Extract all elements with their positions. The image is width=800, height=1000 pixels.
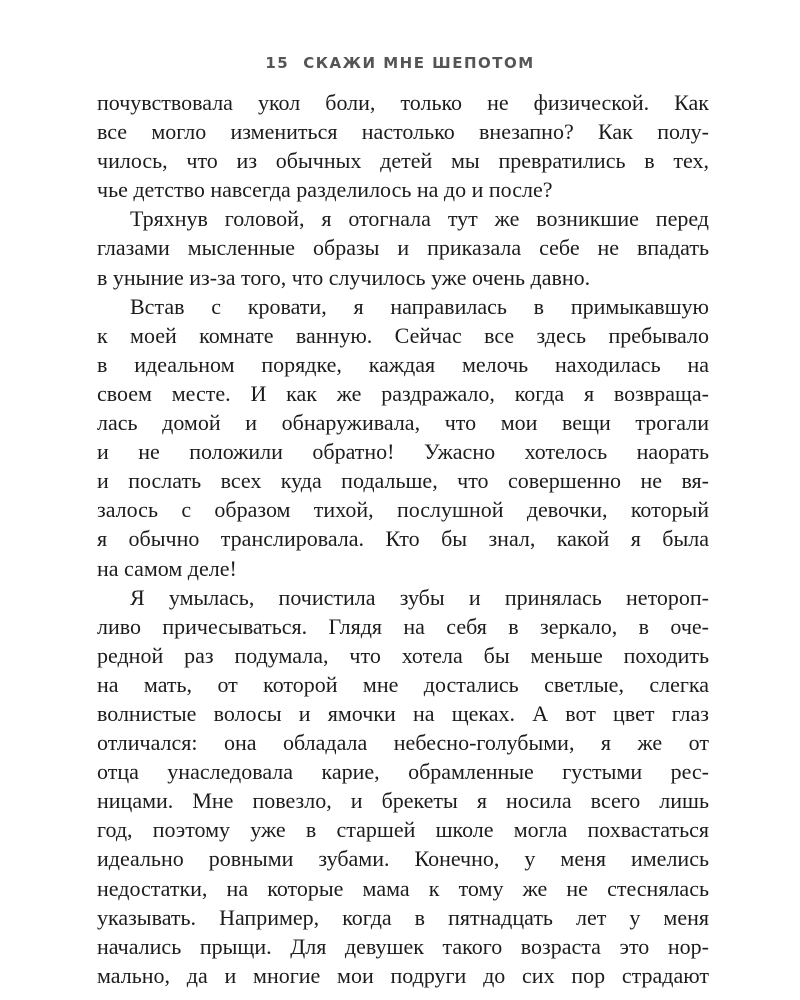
text-line: своем месте. И как же раздражало, когда я возвраща- [97,380,709,406]
text-line: лась домой и обнаруживала, что мои вещи трогали [97,410,709,436]
text-line: почувствовала укол боли, только не физической. Как [97,90,709,115]
text-line: волнистые волосы и ямочки на щеках. А вот цвет глаз [97,700,709,726]
page-number: 15 [265,54,290,72]
paragraph-last-line: в уныние из-за того, что случилось уже очень давно. [97,264,591,290]
paragraph-last-line: чье детство навсегда разделилось на до и после? [97,177,553,203]
text-line: глазами мысленные образы и приказала себе не впадать [97,235,709,261]
text-line: и не положили обратно! Ужасно хотелось наорать [97,439,709,465]
text-line: отца унаследовала карие, обрамленные густыми рес- [97,759,709,785]
text-line: идеально ровными зубами. Конечно, у меня имелись [97,846,709,872]
text-line: чилось, что из обычных детей мы превратились в тех, [97,148,709,174]
text-line: ницами. Мне повезло, и брекеты я носила всего лишь [97,788,709,814]
paragraph-last-line: на самом деле! [97,555,237,581]
text-line: и послать всех куда подальше, что совершенно не вя- [97,468,709,494]
body-text [97,88,709,990]
text-line: к моей комнате ванную. Сейчас все здесь пребывало [97,322,709,348]
text-line: на мать, от которой мне достались светлые, слегка [97,671,709,697]
text-line: все могло измениться настолько внезапно? Как полу- [97,119,709,145]
text-line: в идеальном порядке, каждая мелочь находилась на [97,351,709,377]
text-line: редной раз подумала, что хотела бы меньше походить [97,642,709,668]
text-line: ливо причесываться. Глядя на себя в зеркало, в оче- [97,613,709,639]
paragraph-first-line: Я умылась, почистила зубы и принялась нетороп- [130,584,709,610]
paragraph-first-line: Встав с кровати, я направилась в примыкавшую [130,293,709,319]
text-line: недостатки, на которые мама к тому же не стеснялась [97,875,709,901]
text-line: год, поэтому уже в старшей школе могла похвастаться [97,817,709,843]
text-line: начались прыщи. Для девушек такого возраста это нор- [97,933,709,959]
text-line: я обычно транслировала. Кто бы знал, какой я была [97,526,709,552]
text-line: залось с образом тихой, послушной девочки, который [97,497,709,523]
running-header [0,54,800,72]
text-line: мально, да и многие мои подруги до сих пор страдают [97,962,709,988]
paragraph-first-line: Тряхнув головой, я отогнала тут же возникшие перед [130,206,709,232]
text-line: указывать. Например, когда в пятнадцать лет у меня [97,904,709,930]
book-title: СКАЖИ МНЕ ШЕПОТОМ [303,54,535,72]
text-line: отличался: она обладала небесно-голубыми, я же от [97,730,709,756]
